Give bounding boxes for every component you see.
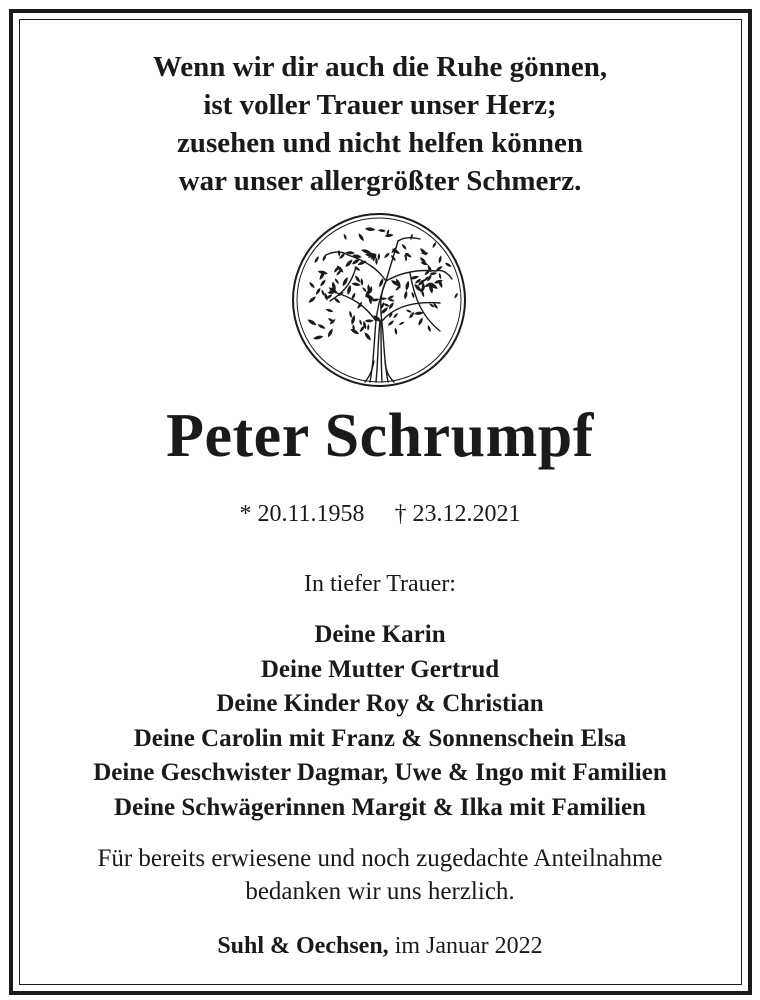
mourning-intro: In tiefer Trauer:	[304, 571, 456, 597]
poem-line: ist voller Trauer unser Herz;	[203, 89, 557, 121]
mourner-line: Deine Carolin mit Franz & Sonnenschein Elsa	[133, 724, 627, 752]
place-name: Suhl & Oechsen,	[217, 933, 389, 959]
deceased-name: Peter Schrumpf	[166, 402, 594, 470]
place-date	[0, 930, 760, 962]
mourners-list	[0, 618, 760, 825]
mourner-line: Deine Karin	[314, 621, 446, 648]
poem-line: war unser allergrößter Schmerz.	[178, 165, 582, 197]
mourner-line: Deine Mutter Gertrud	[260, 655, 500, 683]
mourner-line: Deine Schwägerinnen Margit & Ilka mit Familien	[114, 793, 646, 821]
date-text: im Januar 2022	[388, 933, 543, 959]
mourner-line: Deine Geschwister Dagmar, Uwe & Ingo mit Familien	[93, 759, 667, 786]
death-date: † 23.12.2021	[394, 501, 521, 527]
thanks-line: bedanken wir uns herzlich.	[245, 878, 515, 905]
thanks-note	[0, 842, 760, 908]
poem-verse	[0, 48, 760, 200]
tree-of-life-icon	[290, 211, 468, 389]
poem-line: zusehen und nicht helfen können	[176, 127, 584, 159]
poem-line: Wenn wir dir auch die Ruhe gönnen,	[152, 51, 608, 83]
life-dates	[0, 498, 760, 530]
birth-date: * 20.11.1958	[239, 501, 365, 527]
mourner-line: Deine Kinder Roy & Christian	[216, 690, 544, 717]
thanks-line: Für bereits erwiesene und noch zugedachte Anteilnahme	[97, 845, 663, 872]
